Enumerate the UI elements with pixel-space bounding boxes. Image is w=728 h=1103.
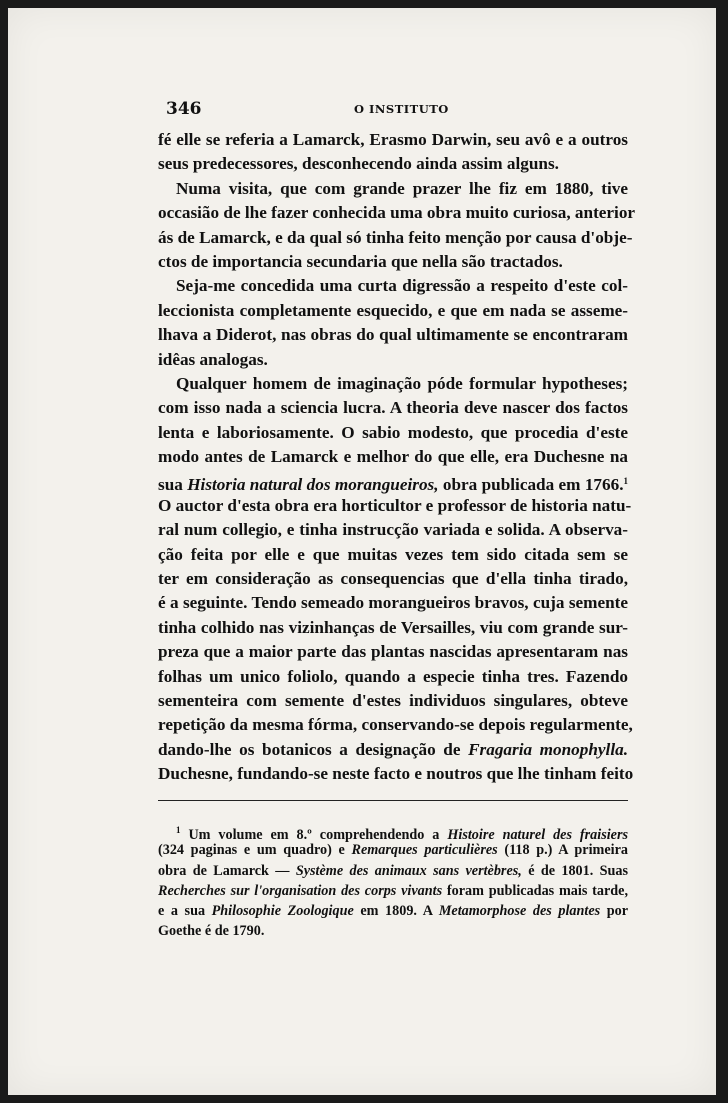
text-line: preza que a maior parte das plantas nascidas apresentaram nas (158, 642, 628, 662)
text-segment: (324 paginas e um quadro) e (158, 842, 345, 859)
text-segment: é de 1801. Suas (528, 862, 629, 879)
book-title: Système des animaux sans vertèbres, (295, 862, 522, 879)
book-title: Remarques particulières (351, 842, 498, 859)
text-line: ral num collegio, e tinha instrucção variada e solida. A observa- (158, 520, 628, 540)
text-line: leccionista completamente esquecido, e que em nada se asseme- (158, 300, 628, 320)
footnote-divider (158, 800, 628, 801)
footnote-line (158, 840, 628, 860)
footnote-marker: 1 (176, 825, 181, 835)
text-segment: e a sua (158, 903, 206, 920)
footnote-line: Goethe é de 1790. (158, 923, 265, 940)
footnote-line (158, 820, 629, 843)
body-text (158, 128, 636, 787)
text-line: é a seguinte. Tendo semeado morangueiros bravos, cuja semente (158, 593, 628, 613)
text-line: fé elle se referia a Lamarck, Erasmo Darwin, seu avô e a outros (158, 130, 628, 149)
text-segment: foram publicadas mais tarde, (446, 882, 628, 899)
book-title: Metamorphose des plantes (438, 903, 601, 920)
running-head: O INSTITUTO (354, 102, 449, 116)
text-segment: Um volume em 8.º comprehendendo a (188, 827, 440, 843)
text-line: seus predecessores, desconhecendo ainda assim alguns. (158, 154, 559, 174)
page-header (166, 99, 636, 121)
text-line-mixed (158, 469, 628, 493)
text-line-mixed (158, 738, 628, 762)
text-line: com isso nada a sciencia lucra. A theoria deve nascer dos factos (158, 398, 628, 418)
text-line: ás de Lamarck, e da qual só tinha feito menção por causa d'obje- (158, 227, 633, 247)
text-line: Seja-me concedida uma curta digressão a respeito d'este col- (176, 276, 628, 296)
text-segment: dando-lhe os botanicos a designação de (158, 739, 461, 759)
text-segment: por (606, 903, 629, 920)
text-line: tinha colhido nas vizinhanças de Versailles, viu com grande sur- (158, 617, 628, 637)
text-line: lhava a Diderot, nas obras do qual ultimamente se encontraram (158, 325, 628, 345)
footnote (158, 820, 628, 942)
text-segment: (118 p.) A primeira (504, 842, 628, 859)
text-line: occasião de lhe fazer conhecida uma obra muito curiosa, anterior (158, 203, 636, 223)
text-segment: em 1809. A (360, 903, 433, 920)
text-line: ção feita por elle e que muitas vezes tem sido citada sem se (158, 544, 628, 564)
text-line: folhas um unico foliolo, quando a especie tinha tres. Fazendo (158, 666, 628, 686)
text-line: Qualquer homem de imaginação póde formular hypotheses; (176, 373, 628, 393)
footnote-line (158, 861, 628, 881)
text-line: idêas analogas. (158, 349, 268, 369)
text-line: Numa visita, que com grande prazer lhe fiz em 1880, tive (176, 178, 628, 198)
text-line: ter em consideração as consequencias que d'ella tinha tirado, (158, 569, 628, 589)
footnote-line (158, 901, 628, 921)
text-line: sementeira com semente d'estes individuos singulares, obteve (158, 690, 628, 710)
text-line: modo antes de Lamarck e melhor do que elle, era Duchesne na (158, 447, 628, 467)
text-line: O auctor d'esta obra era horticultor e professor de historia natu- (158, 495, 632, 515)
text-line: lenta e laboriosamente. O sabio modesto, que procedia d'este (158, 422, 628, 442)
book-title: Recherches sur l'organisation des corps vivants (158, 882, 443, 899)
book-title: Histoire naturel des fraisiers (447, 827, 629, 843)
page-number: 346 (166, 99, 202, 119)
book-title: Philosophie Zoologique (211, 903, 354, 920)
text-line: Duchesne, fundando-se neste facto e noutros que lhe tinham feito (158, 764, 634, 784)
text-line: ctos de importancia secundaria que nella são tractados. (158, 251, 563, 271)
species-name: Fragaria monophylla. (468, 739, 628, 759)
text-segment: obra de Lamarck — (158, 862, 290, 879)
book-title: Historia natural dos morangueiros, (187, 475, 439, 495)
footnote-ref: 1 (623, 476, 628, 487)
text-segment: sua (158, 475, 183, 495)
footnote-line (158, 881, 628, 901)
text-line: repetição da mesma fórma, conservando-se depois regularmente, (158, 715, 633, 735)
text-segment: obra publicada em 1766. (442, 475, 624, 495)
